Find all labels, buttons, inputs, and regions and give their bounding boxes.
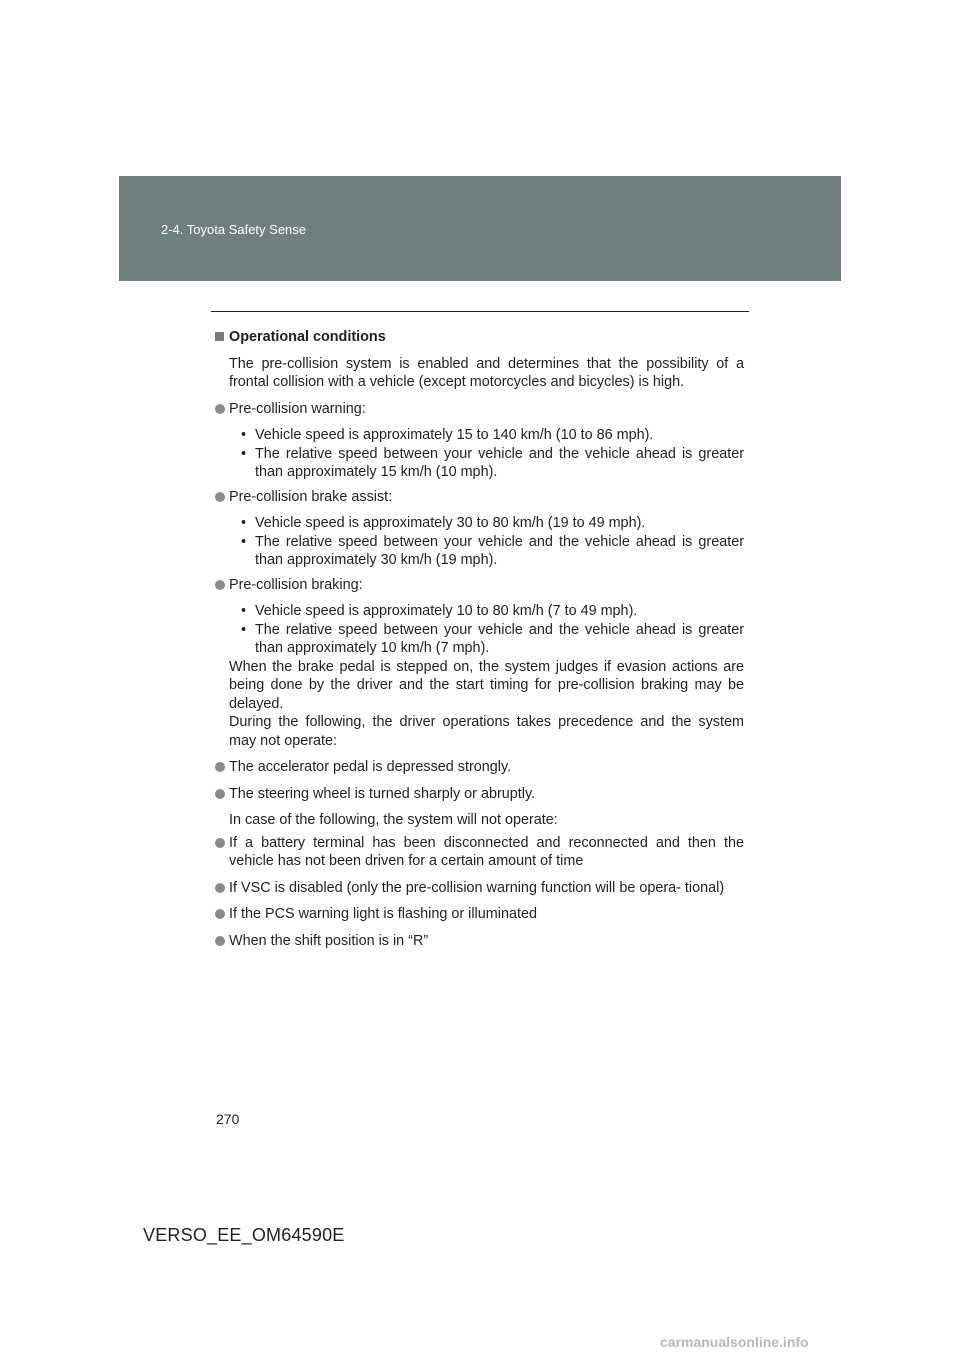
divider	[211, 311, 749, 312]
list-item	[229, 905, 744, 924]
list-item-text: When the shift position is in “R”	[229, 932, 429, 949]
sub-list	[229, 514, 744, 570]
sub-list-item	[229, 514, 744, 533]
round-bullet-icon	[215, 492, 225, 502]
round-bullet-icon	[215, 404, 225, 414]
sub-item-text: Vehicle speed is approximately 30 to 80 km/h (19 to 49 mph).	[255, 515, 646, 531]
dot-bullet-icon: •	[241, 621, 247, 638]
dot-bullet-icon: •	[241, 603, 247, 619]
list-item-text: If VSC is disabled (only the pre-collision warning function will be opera- tional)	[229, 879, 725, 896]
dot-bullet-icon: •	[241, 533, 247, 550]
group-label: Pre-collision brake assist:	[229, 488, 393, 505]
round-bullet-icon	[215, 936, 225, 946]
section-heading	[229, 328, 744, 347]
sub-item-text: The relative speed between your vehicle and the vehicle ahead is greater than approximately 10 km/h (7 mph).	[255, 621, 744, 656]
sub-item-text: The relative speed between your vehicle and the vehicle ahead is greater than approximately 30 km/h (19 mph).	[255, 533, 744, 568]
round-bullet-icon	[215, 909, 225, 919]
list-item-text: If the PCS warning light is flashing or illuminated	[229, 906, 537, 922]
list-item	[229, 576, 744, 595]
round-bullet-icon	[215, 838, 225, 848]
round-bullet-icon	[215, 580, 225, 590]
list-item-text: The accelerator pedal is depressed strongly.	[229, 759, 512, 775]
brake-note-paragraph: When the brake pedal is stepped on, the system judges if evasion actions are being done by the driver and the start timing for pre-collision braking may be delayed.	[229, 658, 744, 712]
sub-item-text: Vehicle speed is approximately 10 to 80 km/h (7 to 49 mph).	[255, 603, 638, 619]
group-label: Pre-collision braking:	[229, 576, 363, 593]
round-bullet-icon	[215, 883, 225, 893]
list-item	[229, 834, 744, 871]
list-item-text: The steering wheel is turned sharply or abruptly.	[229, 785, 536, 802]
watermark: carmanualsonline.info	[660, 1334, 809, 1350]
sub-item-text: Vehicle speed is approximately 15 to 140 km/h (10 to 86 mph).	[255, 427, 654, 443]
round-bullet-icon	[215, 789, 225, 799]
sub-item-text: The relative speed between your vehicle and the vehicle ahead is greater than approximately 15 km/h (10 mph).	[255, 445, 744, 480]
sub-list-item	[229, 426, 744, 445]
dot-bullet-icon: •	[241, 427, 247, 443]
square-bullet-icon	[215, 332, 224, 341]
list-item	[229, 785, 744, 804]
section-title: 2-4. Toyota Safety Sense	[161, 222, 307, 237]
list-item	[229, 488, 744, 507]
not-operate-paragraph: In case of the following, the system will not operate:	[229, 812, 558, 828]
group-label: Pre-collision warning:	[229, 400, 366, 417]
sub-list-item	[229, 445, 744, 482]
intro-paragraph: The pre-collision system is enabled and determines that the possibility of a frontal collision with a vehicle (except motorcycles and bicycles) is high.	[229, 355, 744, 390]
sub-list	[229, 426, 744, 482]
list-item	[229, 400, 744, 419]
list-item	[229, 879, 744, 898]
section-header-band	[119, 176, 841, 281]
list-item	[229, 932, 744, 951]
page-number: 270	[216, 1111, 240, 1127]
sub-list	[229, 602, 744, 658]
page-content	[229, 328, 744, 958]
sub-list-item	[229, 533, 744, 570]
dot-bullet-icon: •	[241, 445, 247, 462]
list-item-text: If a battery terminal has been disconnected and reconnected and then the vehicle has not been driven for a certain amount of time	[229, 834, 744, 869]
precedence-paragraph: During the following, the driver operations takes precedence and the system may not operate:	[229, 714, 744, 749]
round-bullet-icon	[215, 762, 225, 772]
list-item	[229, 758, 744, 777]
heading-text: Operational conditions	[229, 329, 386, 345]
sub-list-item	[229, 621, 744, 658]
sub-list-item	[229, 602, 744, 621]
dot-bullet-icon: •	[241, 515, 247, 531]
document-code: VERSO_EE_OM64590E	[143, 1225, 345, 1245]
